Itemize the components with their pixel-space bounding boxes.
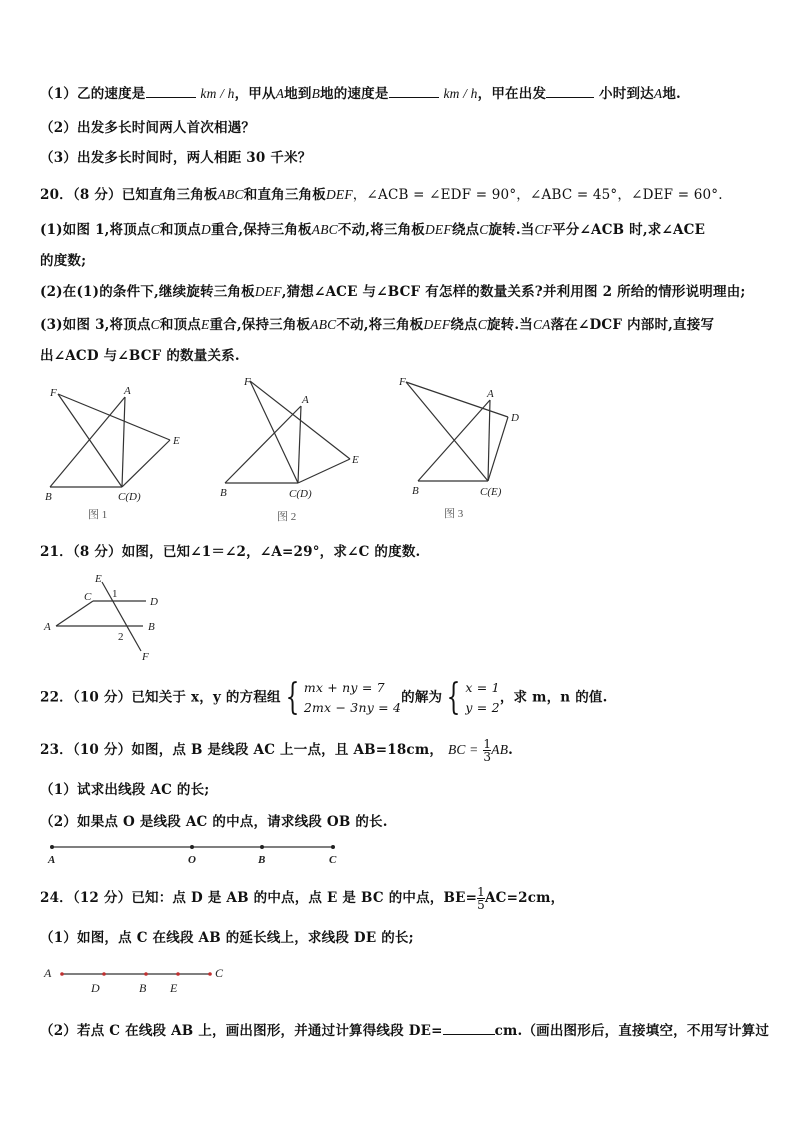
q24-text-p2b: cm.（画出图形后，直接填空，不用写计算过 (494, 1023, 770, 1039)
segment-fe (406, 382, 488, 481)
q19-text: 地的速度是 (320, 86, 389, 102)
label-b: B (148, 621, 155, 633)
q20-text: 和直角三角板 (243, 187, 326, 203)
caption-figure-3: 图 3 (444, 508, 464, 520)
point-label: B (311, 86, 321, 101)
q20-text: 和顶点 (159, 222, 201, 238)
q19-text: ，甲在出发 (477, 86, 547, 102)
segment-label: CA (532, 317, 551, 332)
system-brace: { (446, 677, 461, 718)
point-c (208, 972, 212, 976)
q20-condition: ，∠ACB = ∠EDF = 90°，∠ABC = 45°，∠DEF = 60°. (352, 187, 723, 203)
q20-text: 绕点 (450, 317, 478, 333)
q20-text: 不动,将三角板 (336, 317, 424, 333)
q23-text-a: 23．（10 分）如图，点 B 是线段 AC 上一点，且 AB=18cm， (40, 742, 444, 758)
q20-text: 重合,保持三角板 (210, 222, 312, 238)
segment-fd (58, 394, 122, 487)
label-a: A (44, 966, 52, 980)
triangle-name: ABC (310, 317, 337, 332)
q24-part2 (40, 1019, 769, 1039)
segment-ac (122, 397, 125, 487)
q24-text (40, 886, 564, 911)
q24-figure (40, 962, 240, 994)
q23-part1: （1）试求出线段 AC 的长; (40, 782, 210, 798)
segment-fd (250, 381, 298, 483)
q23-part2: （2）如果点 O 是线段 AC 的中点，请求线段 OB 的长. (40, 814, 388, 830)
q21-figure (38, 568, 178, 668)
fraction-one-fifth (477, 886, 485, 911)
triangle-name: DEF (325, 187, 353, 202)
q20-text: 和顶点 (159, 317, 201, 333)
point-label: A (653, 86, 663, 101)
q19-text: 地到 (284, 86, 312, 102)
point-a (50, 845, 54, 849)
segment-fe (250, 381, 350, 459)
q20-text: 平分∠ACB 时,求∠ACE (552, 222, 706, 238)
q21-text: 21．（8 分）如图，已知∠1＝∠2，∠A=29°，求∠C 的度数. (40, 544, 421, 560)
figure-1 (50, 394, 170, 487)
point-label: C (150, 317, 160, 332)
solution-y: y = 2 (465, 700, 500, 715)
q20-text: (1)如图 1,将顶点 (40, 222, 151, 238)
label-d: D (91, 981, 100, 994)
q19-part2: （2）出发多长时间两人首次相遇？ (40, 120, 256, 136)
label-cd: C(D) (289, 488, 312, 500)
q20-part1-cont: 的度数; (40, 253, 87, 269)
segment-ca (56, 601, 93, 626)
q20-text: ,猜想∠ACE 与∠BCF 有怎样的数量关系?并利用图 2 所给的情形说明理由; (281, 284, 746, 300)
q20-part3 (40, 313, 714, 333)
point-c (331, 845, 335, 849)
triangle-name: DEF (254, 284, 282, 299)
q19-text: 地. (662, 86, 681, 102)
label-f: F (142, 651, 149, 663)
denominator: 3 (483, 750, 492, 764)
answer-blank[interactable] (146, 85, 196, 98)
q19-text: （1）乙的速度是 (40, 86, 146, 102)
equation-1: mx + ny = 7 (303, 680, 385, 695)
point-b (144, 972, 148, 976)
label-o: O (188, 854, 196, 866)
q22-text-c: ，求 m，n 的值. (499, 689, 608, 706)
numerator: 1 (477, 885, 485, 899)
expression-ab: AB (491, 742, 509, 757)
q22-text-a: 22．（10 分）已知关于 x，y 的方程组 (40, 689, 281, 706)
q22-text-b: 的解为 (401, 689, 443, 706)
answer-blank[interactable] (389, 85, 439, 98)
denominator: 5 (477, 898, 485, 912)
angle-2-label: 2 (118, 631, 124, 643)
segment-de (122, 440, 170, 487)
q19-part1 (40, 82, 681, 102)
segment-label: CF (534, 222, 553, 237)
label-f: F (399, 376, 406, 388)
q20-text: 重合,保持三角板 (209, 317, 311, 333)
triangle-name: ABC (311, 222, 338, 237)
q24-part1: （1）如图，点 C 在线段 AB 的延长线上，求线段 DE 的长; (40, 930, 414, 946)
label-f: F (244, 376, 251, 388)
label-c: C (84, 591, 92, 603)
q20-text: 绕点 (451, 222, 480, 238)
q20-text: 不动,将三角板 (337, 222, 425, 238)
q19-part3: （3）出发多长时间时，两人相距 30 千米？ (40, 150, 312, 166)
q19-text: ，甲从 (234, 86, 276, 102)
q20-text: (3)如图 3,将顶点 (40, 317, 151, 333)
segment-de (298, 459, 350, 483)
point-b (260, 845, 264, 849)
q23-text (40, 738, 513, 763)
label-a: A (487, 388, 494, 400)
point-label: D (201, 222, 211, 237)
equation-system (304, 678, 401, 718)
q20-part1 (40, 218, 705, 238)
q23-figure (40, 838, 360, 868)
segment-ba (50, 397, 125, 487)
angle-1-label: 1 (112, 588, 118, 600)
label-b: B (412, 485, 419, 497)
q22-text (40, 678, 608, 718)
point-label: C (479, 222, 489, 237)
segment-ba (225, 406, 301, 483)
triangle-name: ABC (217, 187, 244, 202)
segment-ed (488, 417, 508, 481)
point-label: C (150, 222, 160, 237)
segment-ac (298, 406, 301, 483)
point-label: C (477, 317, 487, 332)
q19-text: 小时到达 (599, 86, 654, 102)
q20-part2 (40, 280, 746, 300)
point-a (60, 972, 64, 976)
q24-text-a: 24．（12 分）已知：点 D 是 AB 的中点，点 E 是 BC 的中点，BE= (40, 890, 478, 906)
numerator: 1 (483, 737, 492, 751)
label-b: B (258, 854, 266, 866)
label-a: A (302, 394, 309, 406)
label-e: E (352, 454, 359, 466)
q20-part3-cont: 出∠ACD 与∠BCF 的数量关系. (40, 348, 240, 364)
point-label: A (275, 86, 285, 101)
q24-text-p2a: （2）若点 C 在线段 AB 上，画出图形，并通过计算得线段 DE= (40, 1023, 443, 1039)
label-a: A (48, 854, 56, 866)
triangle-name: DEF (424, 222, 452, 237)
label-c: C (329, 854, 337, 866)
q20-text: 旋转.当 (486, 317, 533, 333)
q20-text: 旋转.当 (488, 222, 535, 238)
point-e (176, 972, 180, 976)
caption-figure-1: 图 1 (88, 509, 108, 521)
system-brace: { (285, 677, 300, 718)
expression-bc: BC = (447, 742, 479, 757)
caption-figure-2: 图 2 (277, 511, 297, 523)
label-cd: C(D) (118, 491, 141, 503)
segment-fe (58, 394, 170, 440)
solution-system (465, 678, 499, 718)
triangle-name: DEF (423, 317, 451, 332)
label-b: B (220, 487, 227, 499)
q20-header (40, 183, 723, 203)
segment-ac (488, 400, 490, 481)
label-d: D (150, 596, 158, 608)
point-d (102, 972, 106, 976)
label-e: E (170, 981, 178, 994)
label-c: C (215, 966, 224, 980)
label-d: D (511, 412, 519, 424)
unit: km / h (200, 86, 235, 101)
q24-text-b: AC=2cm， (484, 890, 565, 906)
label-b: B (139, 981, 147, 994)
label-b: B (45, 491, 52, 503)
period: . (508, 742, 514, 758)
point-o (190, 845, 194, 849)
unit: km / h (443, 86, 478, 101)
label-ce: C(E) (480, 486, 502, 498)
label-a: A (44, 621, 51, 633)
equation-2: 2mx − 3ny = 4 (303, 700, 402, 715)
q20-figures (0, 370, 794, 530)
figure-2 (225, 381, 350, 483)
label-e: E (173, 435, 180, 447)
answer-blank[interactable] (546, 85, 594, 98)
q20-text: (2)在(1)的条件下,继续旋转三角板 (40, 284, 255, 300)
label-a: A (124, 385, 131, 397)
q20-text: 20．（8 分）已知直角三角板 (40, 187, 218, 203)
q20-text: 落在∠DCF 内部时,直接写 (550, 317, 715, 333)
solution-x: x = 1 (465, 680, 500, 695)
answer-blank[interactable] (443, 1022, 495, 1035)
point-label: E (201, 317, 210, 332)
label-f: F (50, 387, 57, 399)
label-e: E (95, 573, 102, 585)
